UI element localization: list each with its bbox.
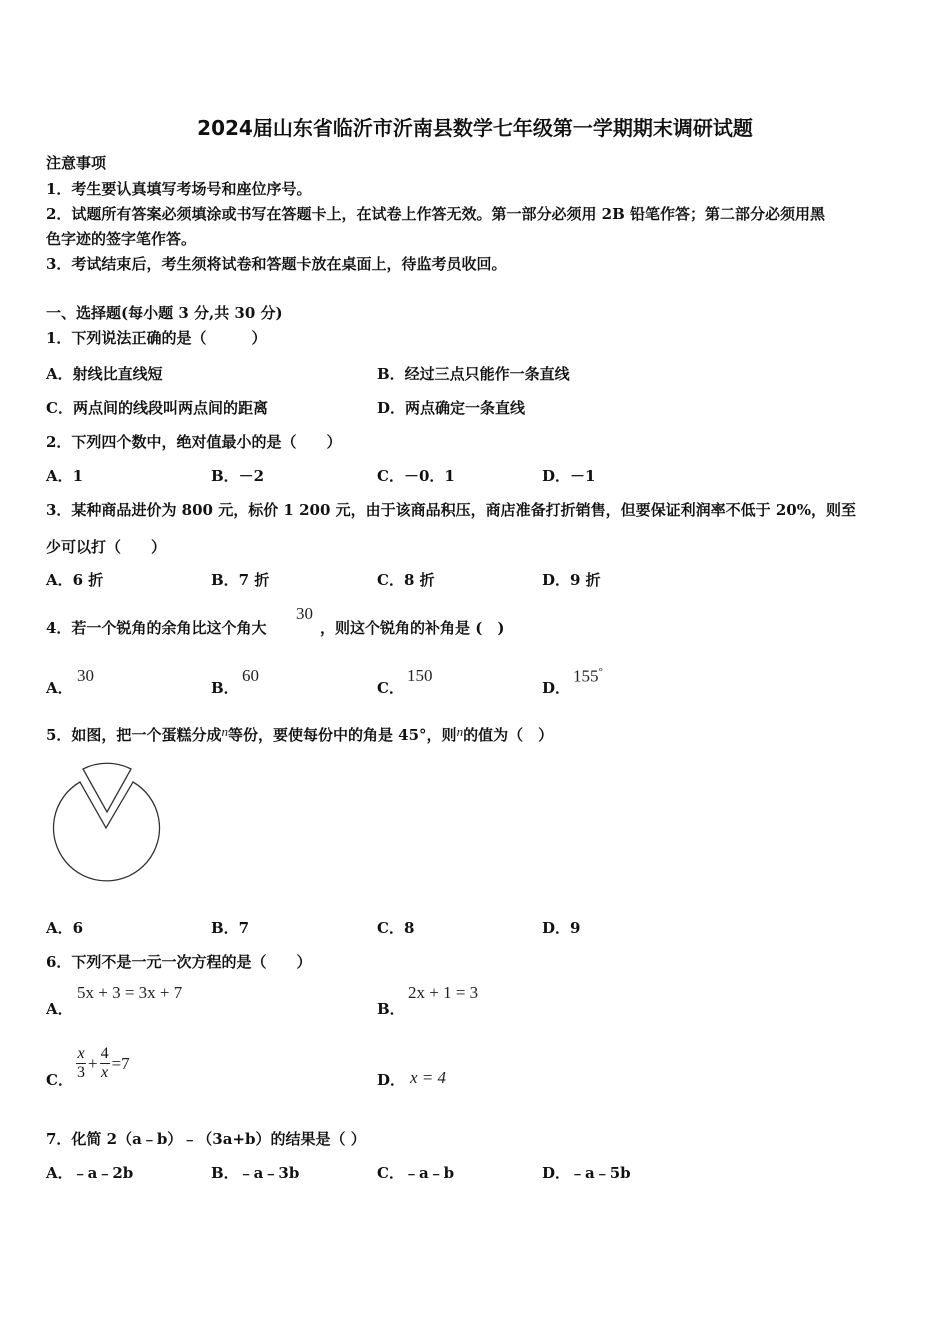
q3-stem-line-1: 3．某种商品进价为 800 元，标价 1 200 元，由于该商品积压，商店准备打折销售，但要保证利润率不低于 20%，则至 [46,501,856,519]
fraction-x-over-3: $\frac{x}{3}$ [77,1045,85,1081]
q2-option-b: B．－2 [211,467,265,485]
q1-option-d: D．两点确定一条直线 [377,399,526,417]
q4-option-a-label: A． [46,679,73,697]
q4-stem-value: 30 [296,604,313,623]
cake-figure [48,762,166,886]
notice-item-3: 3．考试结束后，考生须将试卷和答题卡放在桌面上，待监考员收回。 [46,255,507,273]
q4-option-b-value: 60 [242,666,259,685]
q1-option-c: C．两点间的线段叫两点间的距离 [46,399,268,417]
q6-option-c-label: C． [46,1071,73,1089]
q4-option-a-value: 30 [77,666,94,685]
q4-option-c-value: 150 [407,666,433,685]
q5-var-n: n [221,724,228,739]
q6-stem: 6．下列不是一元一次方程的是（ ） [46,953,312,971]
q2-stem: 2．下列四个数中，绝对值最小的是（ ） [46,433,342,451]
q6-option-b-label: B． [377,1000,405,1018]
q7-option-d: D．﹣a﹣5b [542,1164,631,1182]
q3-option-c: C．8 折 [377,571,435,589]
q7-option-a: A．﹣a﹣2b [46,1164,134,1182]
q2-option-d: D．－1 [542,467,596,485]
degree-symbol: ° [598,666,603,678]
q3-option-a: A．6 折 [46,571,104,589]
q4-stem-after: ，则这个锐角的补角是 ( ) [320,619,505,637]
q5-var-n-2: n [456,724,464,739]
q1-option-a: A．射线比直线短 [46,365,163,383]
q7-option-b: B．﹣a﹣3b [211,1164,300,1182]
q5-option-b: B．7 [211,919,250,937]
q6-option-b-equation: 2x + 1 = 3 [408,983,479,1002]
notice-item-2-line-1: 2．试题所有答案必须填涂或书写在答题卡上，在试卷上作答无效。第一部分必须用 2B 铅笔作答；第二部分必须用黑 [46,205,826,223]
q6-option-a-equation: 5x + 3 = 3x + 7 [77,983,183,1002]
q5-option-a: A．6 [46,919,84,937]
q4-option-c-label: C． [377,679,404,697]
section-heading: 一、选择题(每小题 3 分,共 30 分) [46,304,283,322]
fraction-4-over-x: $\frac{4}{x}$ [100,1045,109,1081]
q2-option-c: C．－0．1 [377,467,455,485]
q4-stem-before: 4．若一个锐角的余角比这个角大 [46,619,267,637]
q6-option-a-label: A． [46,1000,73,1018]
q5-stem: 5．如图，把一个蛋糕分成n等份，要使每份中的角是 45°，则n的值为（ ） [46,724,554,744]
notice-heading: 注意事项 [46,154,107,172]
q7-option-c: C．﹣a﹣b [377,1164,455,1182]
notice-item-2-line-2: 色字迹的签字笔作答。 [46,230,197,248]
q4-option-d-label: D． [542,679,571,697]
q6-option-c-equation: $\frac{x}{3}$ + $\frac{4}{x}$ =7 [77,1045,130,1081]
notice-item-1: 1．考生要认真填写考场号和座位序号。 [46,180,312,198]
q7-stem: 7．化简 2（a﹣b）﹣（3a+b）的结果是（ ） [46,1130,366,1148]
page-title: 2024届山东省临沂市沂南县数学七年级第一学期期末调研试题 [197,116,753,140]
q4-option-d-value: 155° [573,666,603,686]
q5-option-c: C．8 [377,919,415,937]
q1-stem: 1．下列说法正确的是（ ） [46,329,267,347]
q3-option-d: D．9 折 [542,571,601,589]
q6-option-d-label: D． [377,1071,406,1089]
q5-option-d: D．9 [542,919,581,937]
q4-option-b-label: B． [211,679,239,697]
q1-option-b: B．经过三点只能作一条直线 [377,365,570,383]
q3-stem-line-2: 少可以打（ ） [46,538,167,556]
cake-body [54,782,160,881]
cake-slice [83,763,131,812]
q2-option-a: A．1 [46,467,84,485]
q3-option-b: B．7 折 [211,571,270,589]
q6-option-d-equation: x = 4 [410,1068,447,1087]
